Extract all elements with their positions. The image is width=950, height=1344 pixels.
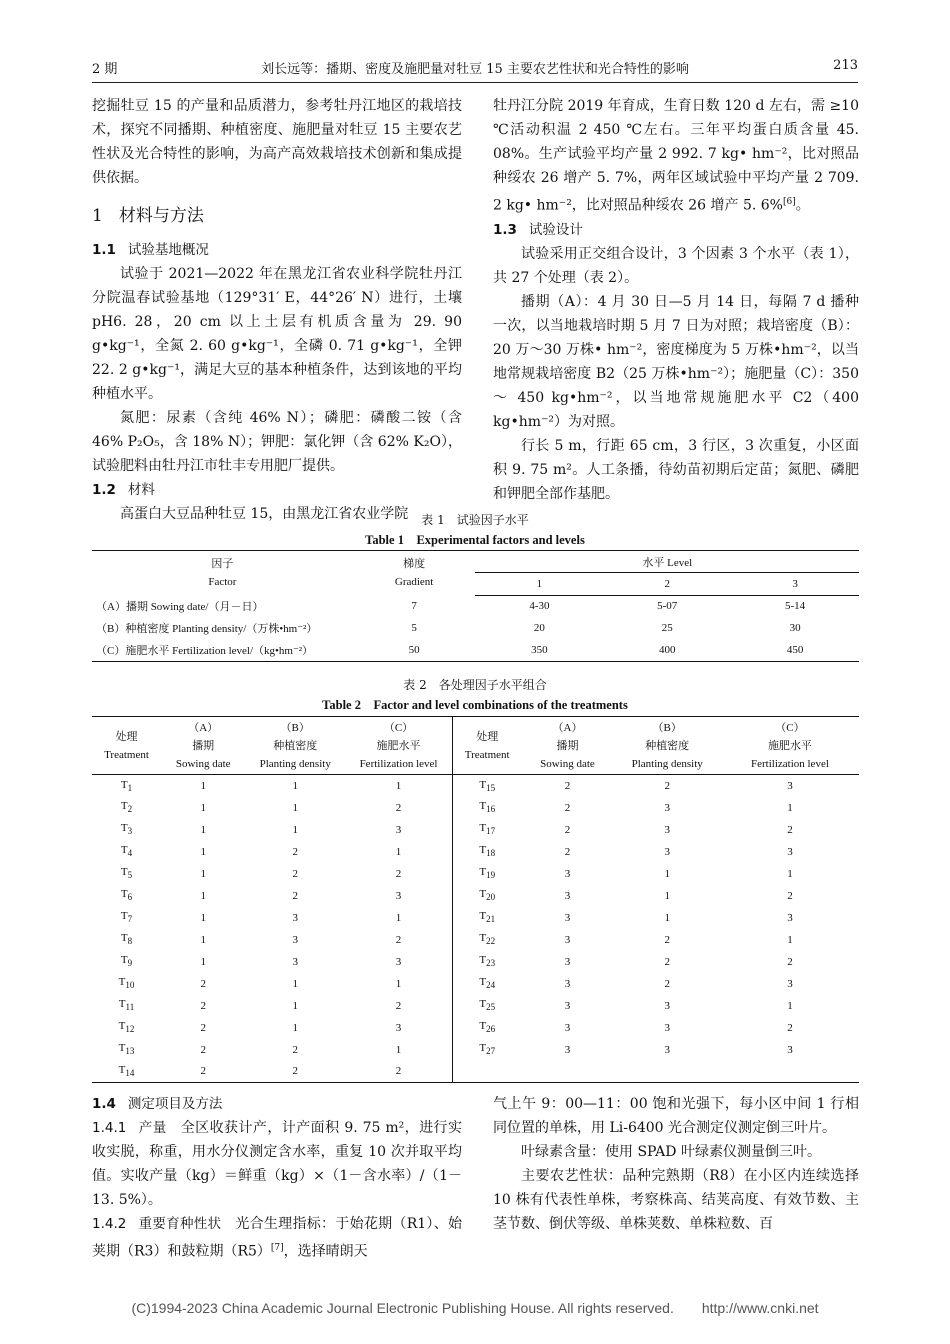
section-1-4-2-number: 1.4.2 [92,1216,127,1232]
treatment-index: 20 [486,892,496,903]
level-cell: 2 [664,955,670,968]
level-cell: 2 [564,779,571,792]
table-row [92,841,859,863]
level-cell: 3 [787,911,793,924]
section-1-2-heading [92,478,462,502]
level-cell: 1 [292,823,298,836]
treatment-id: $T_{21}$ [452,907,521,929]
table-row [92,775,859,797]
level-cell: 2 [787,889,793,902]
level-cell: 3 [664,1043,670,1056]
treatment-id: $T_{10}$ [118,976,135,991]
section-1-4-title: 测定项目及方法 [127,1096,223,1112]
level-cell: 2 [395,933,402,946]
level-cell: 1 [292,977,298,990]
t1-header-level: 水平 Level [475,551,859,573]
t1-factor: （A）播期 Sowing date/（月－日） [96,601,264,613]
treatment-id: $T_{19}$ [452,863,521,885]
level-cell: 1 [200,889,206,902]
t2-header-row [92,717,859,775]
t1-header-gradient [353,551,476,596]
table-row [92,797,859,819]
t2-header-treatment-left: 处理 Treatment [92,717,161,775]
t1-cell: 5-07 [657,600,678,613]
level-cell: 1 [200,779,206,792]
header-rule [92,82,858,83]
level-cell: 1 [787,933,793,946]
treatment-id: $T_8$ [120,932,133,947]
treatment-index: 22 [486,936,496,947]
section-1-4-1-number: 1.4.1 [92,1120,127,1136]
running-title: 刘长远等：播期、密度及施肥量对牡豆 15 主要农艺性状和光合特性的影响 [261,62,689,77]
level-cell: 1 [787,801,793,814]
level-cell: 2 [200,977,206,990]
treatment-index: 26 [486,1024,496,1035]
level-cell: 3 [564,889,571,902]
table-row [92,929,859,951]
level-cell: 3 [664,823,670,836]
section-1-3-heading [493,218,859,242]
level-cell: 3 [664,1021,670,1034]
treatment-id: $T_{12}$ [118,1020,135,1035]
t2-header-c-right: （C） 施肥水平 Fertilization level [721,717,859,775]
photosynthesis-paragraph: 气上午 9：00—11：00 饱和光强下，每小区中间 1 行相同位置的单株，用 Li-6400 光合测定仪测定倒三叶片。 [493,1096,859,1136]
level-cell: 1 [200,801,206,814]
level-cell: 2 [787,823,793,836]
running-header [92,58,858,80]
section-1-number: 1 [92,206,103,226]
t2-header-treatment-right: 处理 Treatment [452,717,521,775]
t1-level-2: 2 [603,573,731,595]
t1-header-factor-en: Factor [208,576,237,588]
issue-number: 2 期 [92,62,118,77]
level-cell: 2 [395,801,402,814]
level-cell: 1 [200,867,206,880]
empty-cell [614,1061,721,1083]
level-cell: 3 [787,779,793,792]
treatment-id: $T_3$ [120,822,133,837]
level-cell: 2 [564,823,571,836]
table-row [92,973,859,995]
treatment-id: $T_{14}$ [118,1064,135,1079]
t1-cell: 20 [533,622,545,634]
treatment-id: $T_{23}$ [452,951,521,973]
level-cell: 3 [564,999,571,1012]
section-1-3-title: 试验设计 [528,221,583,238]
level-cell: 3 [292,955,298,968]
level-cell: 3 [787,845,793,858]
section-1-4-1-title: 产量 [138,1120,167,1136]
level-cell: 3 [395,955,402,968]
treatment-id: $T_5$ [120,866,133,881]
level-cell: 3 [564,933,571,946]
level-cell: 3 [395,823,402,836]
site-paragraph: 试验于 2021—2022 年在黑龙江省农业科学院牡丹江分院温春试验基地（129°31′ E，44°26′ N）进行，土壤 pH6. 28，20 cm 以上土层有机质含量为 29. 90 g•kg⁻¹，全氮 2. 60 g•kg⁻¹，全磷 0. 71 g•kg⁻¹，全钾 22. 2 g•kg⁻¹，满足大豆的基本种植条件，达到该地的平均种植水平。 [92,266,462,402]
table-row [92,885,859,907]
level-cell: 3 [664,999,670,1012]
level-cell: 2 [564,845,571,858]
t1-factor: （C）施肥水平 Fertilization level/（kg•hm⁻²） [96,644,314,657]
table-row [92,819,859,841]
table-row [92,1061,859,1083]
treatment-id: $T_9$ [120,954,133,969]
t1-gradient: 7 [411,600,417,612]
treatment-id: $T_7$ [120,910,133,925]
level-cell: 1 [200,955,206,968]
material-paragraph: 高蛋白大豆品种牡豆 15，由黑龙江省农业学院 [120,506,409,522]
left-column-bottom [92,1092,462,1264]
table-row [92,863,859,885]
treatment-id: $T_{17}$ [452,819,521,841]
section-1-1-number: 1.1 [92,242,116,258]
level-cell: 1 [292,779,298,792]
table-row [92,617,859,639]
level-cell: 3 [787,1043,793,1056]
section-1-1-heading [92,238,462,262]
level-cell: 3 [564,977,571,990]
treatment-id: $T_{13}$ [118,1042,135,1057]
treatment-index: 21 [486,914,496,925]
level-cell: 2 [664,977,670,990]
chlorophyll-paragraph: 叶绿素含量：使用 SPAD 叶绿素仪测量倒三叶。 [521,1144,821,1160]
treatment-id: $T_{15}$ [452,775,521,797]
t1-cell: 5-14 [784,600,806,613]
treatment-id: $T_{11}$ [118,998,135,1013]
level-cell: 2 [664,933,670,946]
section-1-2-number: 1.2 [92,482,116,498]
level-cell: 3 [395,1021,402,1034]
treatment-index: 16 [486,804,496,815]
t2-header-a-left: （A） 播期 Sowing date [161,717,245,775]
section-1-1-title: 试验基地概况 [127,242,209,258]
level-cell: 2 [787,955,793,968]
level-cell: 2 [292,1065,298,1078]
treatment-index: 8 [127,936,133,947]
level-cell: 2 [395,1065,402,1078]
treatment-index: 10 [125,980,135,991]
section-1-4-number: 1.4 [92,1096,116,1112]
table-1-caption-en: Table 1 Experimental factors and levels [365,533,585,547]
treatment-index: 27 [486,1046,496,1057]
empty-cell [721,1061,859,1083]
treatment-index: 19 [486,870,496,881]
t1-cell: 30 [789,622,801,634]
treatment-id: $T_{20}$ [452,885,521,907]
table-row [92,907,859,929]
design-paragraph: 试验采用正交组合设计，3 个因素 3 个水平（表 1），共 27 个处理（表 2）。 [493,245,859,286]
treatment-index: 4 [127,848,133,859]
level-cell: 1 [395,779,402,792]
treatment-index: 15 [486,782,496,793]
plot-paragraph: 行长 5 m，行距 65 cm，3 行区，3 次重复，小区面积 9. 75 m²。人工条播，待幼苗初期后定苗；氮肥、磷肥和钾肥全部作基肥。 [493,437,859,502]
table-1 [92,550,859,662]
level-cell: 1 [200,933,206,946]
traits-text: 光合生理指标：于始花期（R1）、始荚期（R3）和鼓粒期（R5） [92,1216,462,1260]
level-cell: 2 [564,801,571,814]
t1-header-factor-cn: 因子 [211,558,234,570]
treatment-index: 13 [125,1046,135,1057]
table-2-caption-en: Table 2 Factor and level combinations of the treatments [322,698,628,712]
level-cell: 3 [395,889,402,902]
t1-cell: 25 [661,622,673,634]
t1-cell: 400 [658,643,676,656]
level-cell: 2 [292,845,298,858]
left-column-top [92,94,462,526]
t1-level-3: 3 [731,573,859,595]
variety-paragraph [493,94,859,218]
level-cell: 1 [292,999,298,1012]
treatment-index: 5 [127,870,133,881]
yield-paragraph [92,1116,462,1212]
table-row [92,1017,859,1039]
t2-header-a-right: （A） 播期 Sowing date [521,717,613,775]
treatment-id: $T_{18}$ [452,841,521,863]
level-cell: 2 [292,867,298,880]
section-1-3-number: 1.3 [493,221,517,238]
level-cell: 3 [787,977,793,990]
treatment-id: $T_6$ [120,888,133,903]
level-cell: 3 [564,911,571,924]
level-cell: 2 [200,1065,206,1078]
level-cell: 1 [664,867,670,880]
t2-body [92,775,859,1083]
table-row [92,1039,859,1061]
t1-gradient: 50 [408,643,420,656]
t2-header-b-left: （B） 种植密度 Planting density [245,717,345,775]
treatment-index: 11 [125,1002,135,1013]
level-cell: 3 [664,845,670,858]
level-cell: 3 [564,955,571,968]
variety-end: 。 [795,197,810,214]
treatment-id: $T_1$ [120,778,133,793]
treatment-index: 17 [486,826,496,837]
t2-header-b-right: （B） 种植密度 Planting density [614,717,721,775]
level-cell: 2 [200,1021,206,1034]
copyright-footer: (C)1994-2023 China Academic Journal Electronic Publishing House. All rights reserved. http://www.cnki.net [131,1300,819,1316]
t1-header-factor [92,551,353,596]
level-cell: 1 [395,1043,402,1056]
treatment-id: $T_{26}$ [452,1017,521,1039]
table-1-caption-cn: 表 1 试验因子水平 [421,513,529,527]
treatment-id: $T_{27}$ [452,1039,521,1061]
level-cell: 2 [664,779,670,792]
agronomic-paragraph: 主要农艺性状：品种完熟期（R8）在小区内连续选择 10 株有代表性单株，考察株高、结荚高度、有效节数、主茎节数、倒伏等级、单株荚数、单株粒数、百 [493,1168,859,1232]
table-row [92,595,859,617]
level-cell: 1 [200,845,206,858]
level-cell: 1 [292,801,298,814]
level-cell: 1 [395,845,402,858]
table-row [92,995,859,1017]
t2-header-c-left: （C） 施肥水平 Fertilization level [345,717,452,775]
treatment-index: 24 [486,980,496,991]
table-row [92,951,859,973]
level-cell: 2 [292,889,298,902]
treatment-index: 14 [125,1068,135,1079]
t1-cell: 350 [531,643,548,656]
treatment-id: $T_4$ [120,844,133,859]
t1-gradient: 5 [411,622,417,634]
traits-paragraph [92,1212,462,1264]
section-1-2-title: 材料 [127,482,155,498]
empty-cell [521,1061,613,1083]
section-1-title: 材料与方法 [118,206,204,226]
reference-7: [7] [270,1243,284,1253]
level-cell: 2 [395,867,402,880]
treatment-id: $T_{24}$ [452,973,521,995]
t1-cell: 4-30 [529,600,550,613]
level-cell: 3 [292,933,298,946]
level-cell: 2 [200,999,206,1012]
level-cell: 1 [664,911,670,924]
empty-cell [452,1061,521,1083]
traits-text-end: ，选择晴朗天 [283,1243,368,1260]
variety-text: 牡丹江分院 2019 年育成，生育日数 120 d 左右，需 ≥10 ℃活动积温 2 450 ℃左右。三年平均蛋白质含量 45. 08%。生产试验平均产量 2 992. 7 kg• hm⁻²，比对照品种绥农 26 增产 5. 7%，两年区域试验中平均产量 2 709. 2 kg• hm⁻²，比对照品种绥农 26 增产 5. 6% [493,98,859,214]
right-column-bottom [493,1092,859,1236]
treatment-index: 1 [127,782,133,793]
t1-level-1: 1 [475,573,603,595]
level-cell: 1 [787,867,793,880]
level-cell: 2 [200,1043,206,1056]
table-2-caption-cn: 表 2 各处理因子水平组合 [403,678,547,692]
level-cell: 1 [200,823,206,836]
treatment-index: 18 [486,848,496,859]
treatment-index: 7 [127,914,133,925]
intro-paragraph: 挖掘牡豆 15 的产量和品质潜力，参考牡丹江地区的栽培技术，探究不同播期、种植密度、施肥量对牡豆 15 主要农艺性状及光合特性的影响，为高产高效栽培技术创新和集成提供依据。 [92,98,462,186]
factors-paragraph: 播期（A）：4 月 30 日—5 月 14 日，每隔 7 d 播种一次，以当地栽培时期 5 月 7 日为对照；栽培密度（B）：20 万～30 万株• hm⁻²，密度梯度为 5 万株•hm⁻²，以当地常规栽培密度 B2（25 万株•hm⁻²）；施肥量（C）：350 ～ 450 kg•hm⁻²，以当地常规施肥水平 C2（400 kg•hm⁻²）为对照。 [493,293,859,430]
treatment-index: 9 [127,958,133,969]
section-1-heading [92,204,462,228]
fertilizer-paragraph: 氮肥：尿素（含纯 46% N）；磷肥：磷酸二铵（含 46% P₂O₅，含 18% N）；钾肥：氯化钾（含 62% K₂O），试验肥料由牡丹江市牡丰专用肥厂提供。 [92,410,462,474]
section-1-4-2-title: 重要育种性状 [138,1216,222,1232]
level-cell: 1 [200,911,206,924]
level-cell: 3 [564,1043,571,1056]
treatment-index: 23 [486,958,496,969]
treatment-index: 3 [127,826,133,837]
level-cell: 1 [395,911,402,924]
treatment-id: $T_{22}$ [452,929,521,951]
level-cell: 3 [564,867,571,880]
level-cell: 1 [292,1021,298,1034]
t1-header-gradient-en: Gradient [394,576,434,588]
table-2 [92,716,859,1083]
treatment-index: 25 [486,1002,496,1013]
yield-text: 全区收获计产，计产面积 9. 75 m²，进行实收实脱，称重，用水分仪测定含水率，重复 10 次并取平均值。实收产量（kg）＝鲜重（kg）×（1－含水率）/（1－13. 5%）。 [92,1120,462,1208]
right-column-top [493,94,859,506]
t1-factor: （B）种植密度 Planting density/（万株•hm⁻²） [96,623,318,635]
level-cell: 2 [395,999,402,1012]
level-cell: 1 [664,889,670,902]
treatment-index: 6 [127,892,133,903]
level-cell: 1 [787,999,793,1012]
treatment-id: $T_{16}$ [452,797,521,819]
level-cell: 2 [292,1043,298,1056]
level-cell: 2 [787,1021,793,1034]
reference-6: [6] [783,197,796,207]
level-cell: 1 [395,977,402,990]
treatment-index: 12 [125,1024,135,1035]
treatment-id: $T_2$ [120,800,133,815]
level-cell: 3 [292,911,298,924]
level-cell: 3 [664,801,670,814]
treatment-id: $T_{25}$ [452,995,521,1017]
table-row [92,639,859,661]
section-1-4-heading [92,1092,462,1116]
level-cell: 3 [564,1021,571,1034]
t1-header-gradient-cn: 梯度 [403,558,426,570]
t1-cell: 450 [786,643,804,656]
page-number: 213 [833,58,858,73]
treatment-index: 2 [127,804,133,815]
